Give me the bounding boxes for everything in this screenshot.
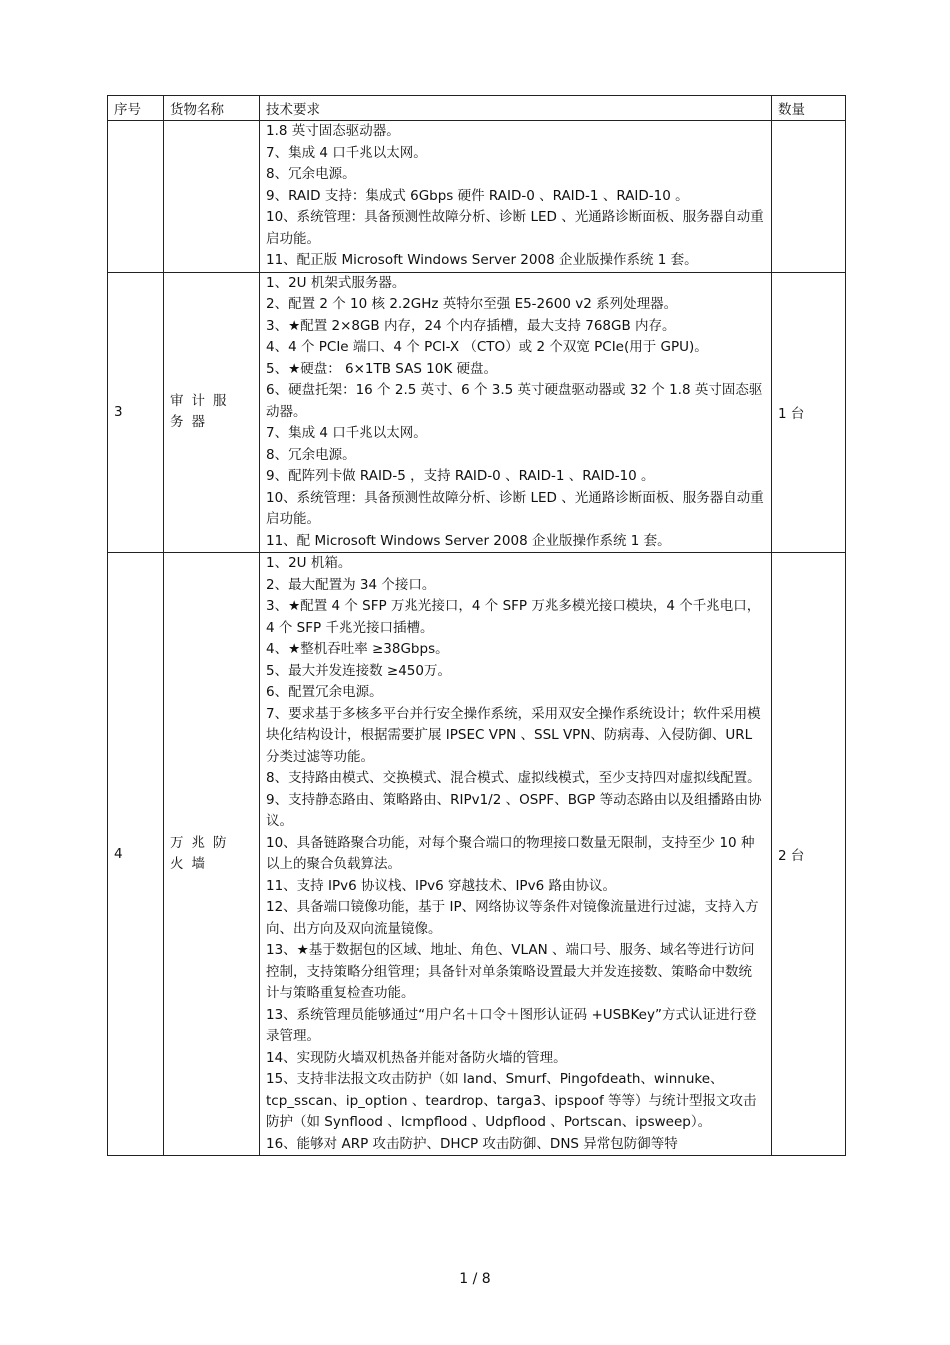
row-qty: 1 台 [772, 272, 846, 553]
header-qty: 数量 [772, 96, 846, 121]
req-item: 8、支持路由模式、交换模式、混合模式、虚拟线模式，至少支持四对虚拟线配置。 [266, 770, 761, 786]
req-item: 2、配置 2 个 10 核 2.2GHz 英特尔至强 E5-2600 v2 系列处理器。 [266, 296, 678, 312]
req-item: 1、2U 机箱。 [266, 555, 352, 571]
req-item: 10、系统管理：具备预测性故障分析、诊断 LED 、光通路诊断面板、服务器自动重启功能。 [266, 489, 764, 527]
req-item: 3、★配置 2×8GB 内存，24 个内存插槽，最大支持 768GB 内存。 [266, 317, 676, 334]
req-item: 10、具备链路聚合功能，对每个聚合端口的物理接口数量无限制，支持至少 10 种以上的聚合负载算法。 [266, 834, 755, 872]
spec-table [107, 95, 846, 1156]
req-item: 11、配 Microsoft Windows Server 2008 企业版操作系统 1 套。 [266, 532, 671, 549]
row-no: 4 [108, 553, 164, 1156]
row-no [108, 121, 164, 273]
row-name: 万兆防火墙 [164, 553, 260, 1156]
row-name [164, 121, 260, 273]
req-item: 5、★硬盘： 6×1TB SAS 10K 硬盘。 [266, 360, 498, 377]
header-row [108, 96, 846, 121]
req-item: 7、集成 4 口千兆以太网。 [266, 144, 427, 161]
req-item: 7、要求基于多核多平台并行安全操作系统，采用双安全操作系统设计；软件采用模块化结构设计，根据需要扩展 IPSEC VPN 、SSL VPN、防病毒、入侵防御、URL 分类过滤等功能。 [266, 705, 761, 765]
req-item: 4、4 个 PCIe 端口、4 个 PCI-X （CTO）或 2 个双宽 PCIe(用于 GPU)。 [266, 339, 708, 355]
req-item: 1、2U 机架式服务器。 [266, 274, 406, 291]
req-item: 11、支持 IPv6 协议栈、IPv6 穿越技术、IPv6 路由协议。 [266, 877, 616, 894]
row-no: 3 [108, 272, 164, 553]
req-item: 5、最大并发连接数 ≥450万。 [266, 662, 451, 679]
req-item: 9、支持静态路由、策略路由、RIPv1/2 、OSPF、BGP 等动态路由以及组播路由协议。 [266, 791, 762, 829]
req-item: 1.8 英寸固态驱动器。 [266, 123, 400, 139]
req-item: 11、配正版 Microsoft Windows Server 2008 企业版操作系统 1 套。 [266, 252, 698, 268]
req-item: 9、配阵列卡做 RAID-5 ，支持 RAID-0 、RAID-1 、RAID-10 。 [266, 468, 655, 484]
req-item: 12、具备端口镜像功能，基于 IP、网络协议等条件对镜像流量进行过滤，支持入方向、出方向及双向流量镜像。 [266, 899, 759, 937]
req-item: 15、支持非法报文攻击防护（如 land、Smurf、Pingofdeath、winnuke、tcp_sscan、ip_option 、teardrop、targa3、ipspoof 等等）与统计型报文攻击防护（如 Synflood 、Icmpflood 、Udpflood 、Portscan、ipsweep）。 [266, 1071, 757, 1130]
req-item: 13、系统管理员能够通过“用户名＋口令＋图形认证码 +USBKey”方式认证进行登录管理。 [266, 1006, 757, 1044]
req-item: 9、RAID 支持：集成式 6Gbps 硬件 RAID-0 、RAID-1 、RAID-10 。 [266, 187, 689, 204]
req-item: 8、冗余电源。 [266, 166, 356, 182]
req-item: 10、系统管理：具备预测性故障分析、诊断 LED 、光通路诊断面板、服务器自动重启功能。 [266, 209, 764, 247]
req-item: 6、硬盘托架：16 个 2.5 英寸、6 个 3.5 英寸硬盘驱动器或 32 个 1.8 英寸固态驱动器。 [266, 382, 763, 420]
req-item: 2、最大配置为 34 个接口。 [266, 576, 436, 593]
header-name: 货物名称 [164, 96, 260, 121]
req-item: 13、★基于数据包的区域、地址、角色、VLAN 、端口号、服务、域名等进行访问控制，支持策略分组管理；具备针对单条策略设置最大并发连接数、策略命中数统计与策略重复检查功能。 [266, 942, 755, 1001]
row-requirements [260, 553, 772, 1156]
req-item: 3、★配置 4 个 SFP 万兆光接口，4 个 SFP 万兆多模光接口模块，4 个千兆电口，4 个 SFP 千兆光接口插槽。 [266, 598, 761, 636]
req-item: 6、配置冗余电源。 [266, 684, 383, 700]
req-item: 16、能够对 ARP 攻击防护、DHCP 攻击防御、DNS 异常包防御等特 [266, 1135, 678, 1152]
header-no: 序号 [108, 96, 164, 121]
req-item: 14、实现防火墙双机热备并能对备防火墙的管理。 [266, 1049, 567, 1066]
header-requirements: 技术要求 [260, 96, 772, 121]
req-item: 8、冗余电源。 [266, 446, 356, 463]
row-requirements [260, 121, 772, 273]
table-row [108, 553, 846, 1156]
table-row [108, 121, 846, 273]
table-row [108, 272, 846, 553]
req-item: 4、★整机吞吐率 ≥38Gbps。 [266, 641, 449, 657]
row-qty [772, 121, 846, 273]
page-number: 1 / 8 [459, 1271, 491, 1287]
row-name: 审计服务器 [164, 272, 260, 553]
row-requirements [260, 272, 772, 553]
row-qty: 2 台 [772, 553, 846, 1156]
req-item: 7、集成 4 口千兆以太网。 [266, 425, 427, 441]
